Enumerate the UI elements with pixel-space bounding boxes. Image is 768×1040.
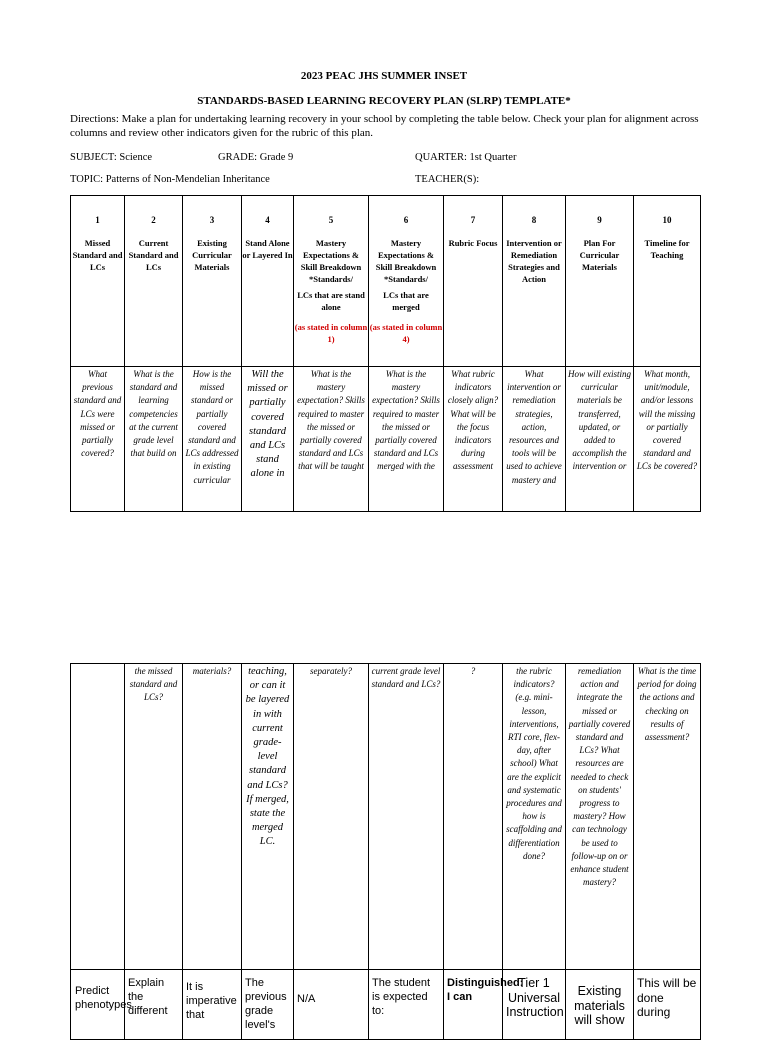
header-row <box>71 196 701 367</box>
content-cell-7: Distinguished: I can <box>444 970 503 1040</box>
document-subtitle: STANDARDS-BASED LEARNING RECOVERY PLAN (SLRP) TEMPLATE* <box>197 95 571 107</box>
guide-row-continued <box>71 664 701 970</box>
guide-cell-9: How will existing curricular materials be transferred, updated, or added to accomplish the intervention or <box>566 367 634 512</box>
col-header-8: 8 Intervention or Remediation Strategies and Action <box>503 196 566 367</box>
col-header-2: 2 Current Standard and LCs <box>125 196 183 367</box>
guide-cell-1: What previous standard and LCs were missed or partially covered? <box>71 367 125 512</box>
content-cell-2: Explain the different <box>125 970 183 1040</box>
topic-field: TOPIC: Patterns of Non-Mendelian Inheritance <box>70 174 270 185</box>
subject-field: SUBJECT: Science <box>70 152 153 163</box>
content-cell-1: Predict phenotypes <box>71 970 125 1040</box>
col-header-7: 7 Rubric Focus <box>444 196 503 367</box>
guide-cont-cell-4: teaching, or can it be layered in with current grade-level standard and LCs? If merged, state the merged LC. <box>242 664 294 970</box>
guide-cell-10: What month, unit/module, and/or lessons will the missing or partially covered standard and LCs be covered? <box>634 367 701 512</box>
col-header-9: 9 Plan For Curricular Materials <box>566 196 634 367</box>
slrp-table-top <box>70 195 701 512</box>
column-note: (as stated in column 4) <box>369 322 443 344</box>
guide-cont-cell-1 <box>71 664 125 970</box>
guide-cell-2: What is the standard and learning competencies at the current grade level that build on <box>125 367 183 512</box>
guide-row <box>71 367 701 512</box>
guide-cont-cell-9: remediation action and integrate the missed or partially covered standard and LCs? What resources are needed to check on students' progress to mastery? How can technology be used to follow-up on or enhance student mastery? <box>566 664 634 970</box>
guide-cell-6: What is the mastery expectation? Skills required to master the missed or partially covered standard and LCs merged with the <box>369 367 444 512</box>
guide-cont-cell-7: ? <box>444 664 503 970</box>
slrp-table-bottom <box>70 663 701 1040</box>
teacher-field: TEACHER(S): <box>415 174 480 185</box>
content-cell-9: Existing materials will show <box>566 970 634 1040</box>
col-header-6: 6 Mastery Expectations & Skill Breakdown *Standards/ LCs that are merged (as stated in column 4) <box>369 196 444 367</box>
grade-field: GRADE: Grade 9 <box>218 152 294 163</box>
guide-cell-5: What is the mastery expectation? Skills required to master the missed or partially covered standard and LCs that will be taught <box>294 367 369 512</box>
guide-cell-4: Will the missed or partially covered standard and LCs stand alone in <box>242 367 294 512</box>
quarter-field: QUARTER: 1st Quarter <box>415 152 517 163</box>
content-cell-10: This will be done during <box>634 970 701 1040</box>
col-header-3: 3 Existing Curricular Materials <box>183 196 242 367</box>
guide-cont-cell-8: the rubric indicators? (e.g. mini-lesson, interventions, RTI core, flex-day, after school) What are the explicit and systematic procedures and how is scaffolding and differentiation done? <box>503 664 566 970</box>
col-header-5: 5 Mastery Expectations & Skill Breakdown *Standards/ LCs that are stand alone (as stated in column 1) <box>294 196 369 367</box>
guide-cell-7: What rubric indicators closely align? What will be the focus indicators during assessment <box>444 367 503 512</box>
content-cell-5: N/A <box>294 970 369 1040</box>
guide-cont-cell-2: the missed standard and LCs? <box>125 664 183 970</box>
guide-cont-cell-10: What is the time period for doing the actions and checking on results of assessment? <box>634 664 701 970</box>
col-header-10: 10 Timeline for Teaching <box>634 196 701 367</box>
col-header-1: 1 Missed Standard and LCs <box>71 196 125 367</box>
guide-cont-cell-3: materials? <box>183 664 242 970</box>
col-header-4: 4 Stand Alone or Layered In <box>242 196 294 367</box>
guide-cell-8: What intervention or remediation strategies, action, resources and tools will be used to achieve mastery and <box>503 367 566 512</box>
document-title: 2023 PEAC JHS SUMMER INSET <box>300 70 468 82</box>
content-cell-6: The student is expected to: <box>369 970 444 1040</box>
content-cell-4: The previous grade level's <box>242 970 294 1040</box>
guide-cell-3: How is the missed standard or partially covered standard and LCs addressed in existing curricular <box>183 367 242 512</box>
directions-text: Directions: Make a plan for undertaking learning recovery in your school by completing the table below. Check your plan for alignment across columns and review other indicators given for the rubric of this plan. <box>70 113 699 139</box>
column-note: (as stated in column 1) <box>294 322 368 344</box>
guide-cont-cell-6: current grade level standard and LCs? <box>369 664 444 970</box>
content-cell-3: It is imperative that <box>183 970 242 1040</box>
guide-cont-cell-5: separately? <box>294 664 369 970</box>
content-row <box>71 970 701 1040</box>
content-cell-8: Tier 1 Universal Instruction <box>503 970 566 1040</box>
